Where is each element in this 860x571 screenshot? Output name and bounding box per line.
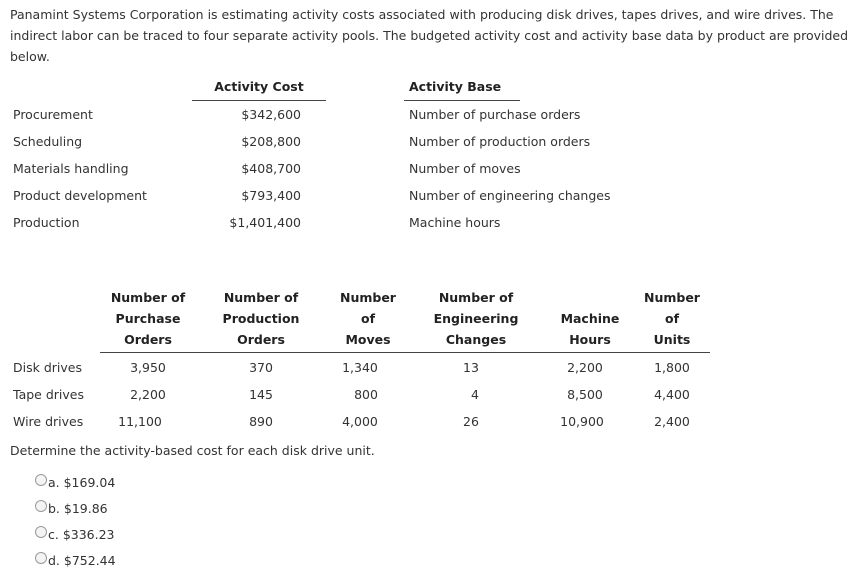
option-d-label[interactable]: d. $752.44 <box>48 553 116 568</box>
table-cell: 370 <box>249 360 273 375</box>
option-a-radio[interactable] <box>35 474 47 486</box>
table-cell: 3,950 <box>130 360 166 375</box>
header-underline <box>100 352 710 353</box>
option-b-radio[interactable] <box>35 500 47 512</box>
table-cell: 4 <box>471 387 479 402</box>
activity-base-header: Activity Base <box>409 79 502 94</box>
column-header-line: of <box>360 311 376 326</box>
table-cell: 4,400 <box>654 387 690 402</box>
pool-cost: $1,401,400 <box>229 215 301 230</box>
option-c-radio[interactable] <box>35 526 47 538</box>
pool-name: Product development <box>13 188 147 203</box>
table-cell: 26 <box>463 414 479 429</box>
column-header-line: Number of <box>223 290 299 305</box>
column-header-line: Purchase <box>115 311 181 326</box>
product-name: Tape drives <box>13 387 84 402</box>
pool-base: Number of engineering changes <box>409 188 611 203</box>
column-header-line: Machine <box>560 311 620 326</box>
activity-base-underline <box>404 100 520 101</box>
table-cell: 2,200 <box>130 387 166 402</box>
column-header-line: Moves <box>345 332 391 347</box>
table-cell: 11,100 <box>118 414 162 429</box>
pool-base: Number of moves <box>409 161 521 176</box>
option-a-label[interactable]: a. $169.04 <box>48 475 116 490</box>
table-cell: 1,340 <box>342 360 378 375</box>
pool-name: Procurement <box>13 107 93 122</box>
column-header-line: Changes <box>445 332 507 347</box>
column-header-line: Orders <box>124 332 172 347</box>
table-cell: 13 <box>463 360 479 375</box>
column-header-line: Number of <box>438 290 514 305</box>
pool-name: Scheduling <box>13 134 83 149</box>
product-name: Wire drives <box>13 414 84 429</box>
pool-name: Materials handling <box>13 161 129 176</box>
column-header-line: Engineering <box>433 311 519 326</box>
product-name: Disk drives <box>13 360 82 375</box>
table-cell: 145 <box>249 387 273 402</box>
pool-cost: $793,400 <box>241 188 301 203</box>
column-header-line: Hours <box>569 332 611 347</box>
pool-base: Machine hours <box>409 215 501 230</box>
pool-cost: $208,800 <box>241 134 301 149</box>
option-b-label[interactable]: b. $19.86 <box>48 501 108 516</box>
column-header-line: Orders <box>237 332 285 347</box>
column-header-line: Units <box>653 332 691 347</box>
activity-cost-header: Activity Cost <box>214 79 304 94</box>
table-cell: 800 <box>354 387 378 402</box>
table-cell: 2,400 <box>654 414 690 429</box>
table-cell: 890 <box>249 414 273 429</box>
table-cell: 10,900 <box>560 414 604 429</box>
column-header-line: Number <box>340 290 396 305</box>
table-cell: 2,200 <box>567 360 603 375</box>
question-text: Determine the activity-based cost for each disk drive unit. <box>10 443 375 458</box>
option-d-radio[interactable] <box>35 552 47 564</box>
pool-cost: $342,600 <box>241 107 301 122</box>
column-header-line: of <box>664 311 680 326</box>
activity-cost-underline <box>192 100 326 101</box>
column-header-line: Number <box>644 290 700 305</box>
problem-intro: Panamint Systems Corporation is estimating activity costs associated with producing disk drives, tapes drives, and wire drives. The indirect labor can be traced to four separate activity pools. The budgeted activity cost and activity base data by product are provided below. <box>10 7 849 64</box>
column-header-line: Number of <box>110 290 186 305</box>
table-cell: 4,000 <box>342 414 378 429</box>
pool-base: Number of production orders <box>409 134 591 149</box>
pool-name: Production <box>13 215 80 230</box>
table-cell: 8,500 <box>567 387 603 402</box>
pool-base: Number of purchase orders <box>409 107 581 122</box>
pool-cost: $408,700 <box>241 161 301 176</box>
table-cell: 1,800 <box>654 360 690 375</box>
option-c-label[interactable]: c. $336.23 <box>48 527 115 542</box>
column-header-line: Production <box>222 311 300 326</box>
